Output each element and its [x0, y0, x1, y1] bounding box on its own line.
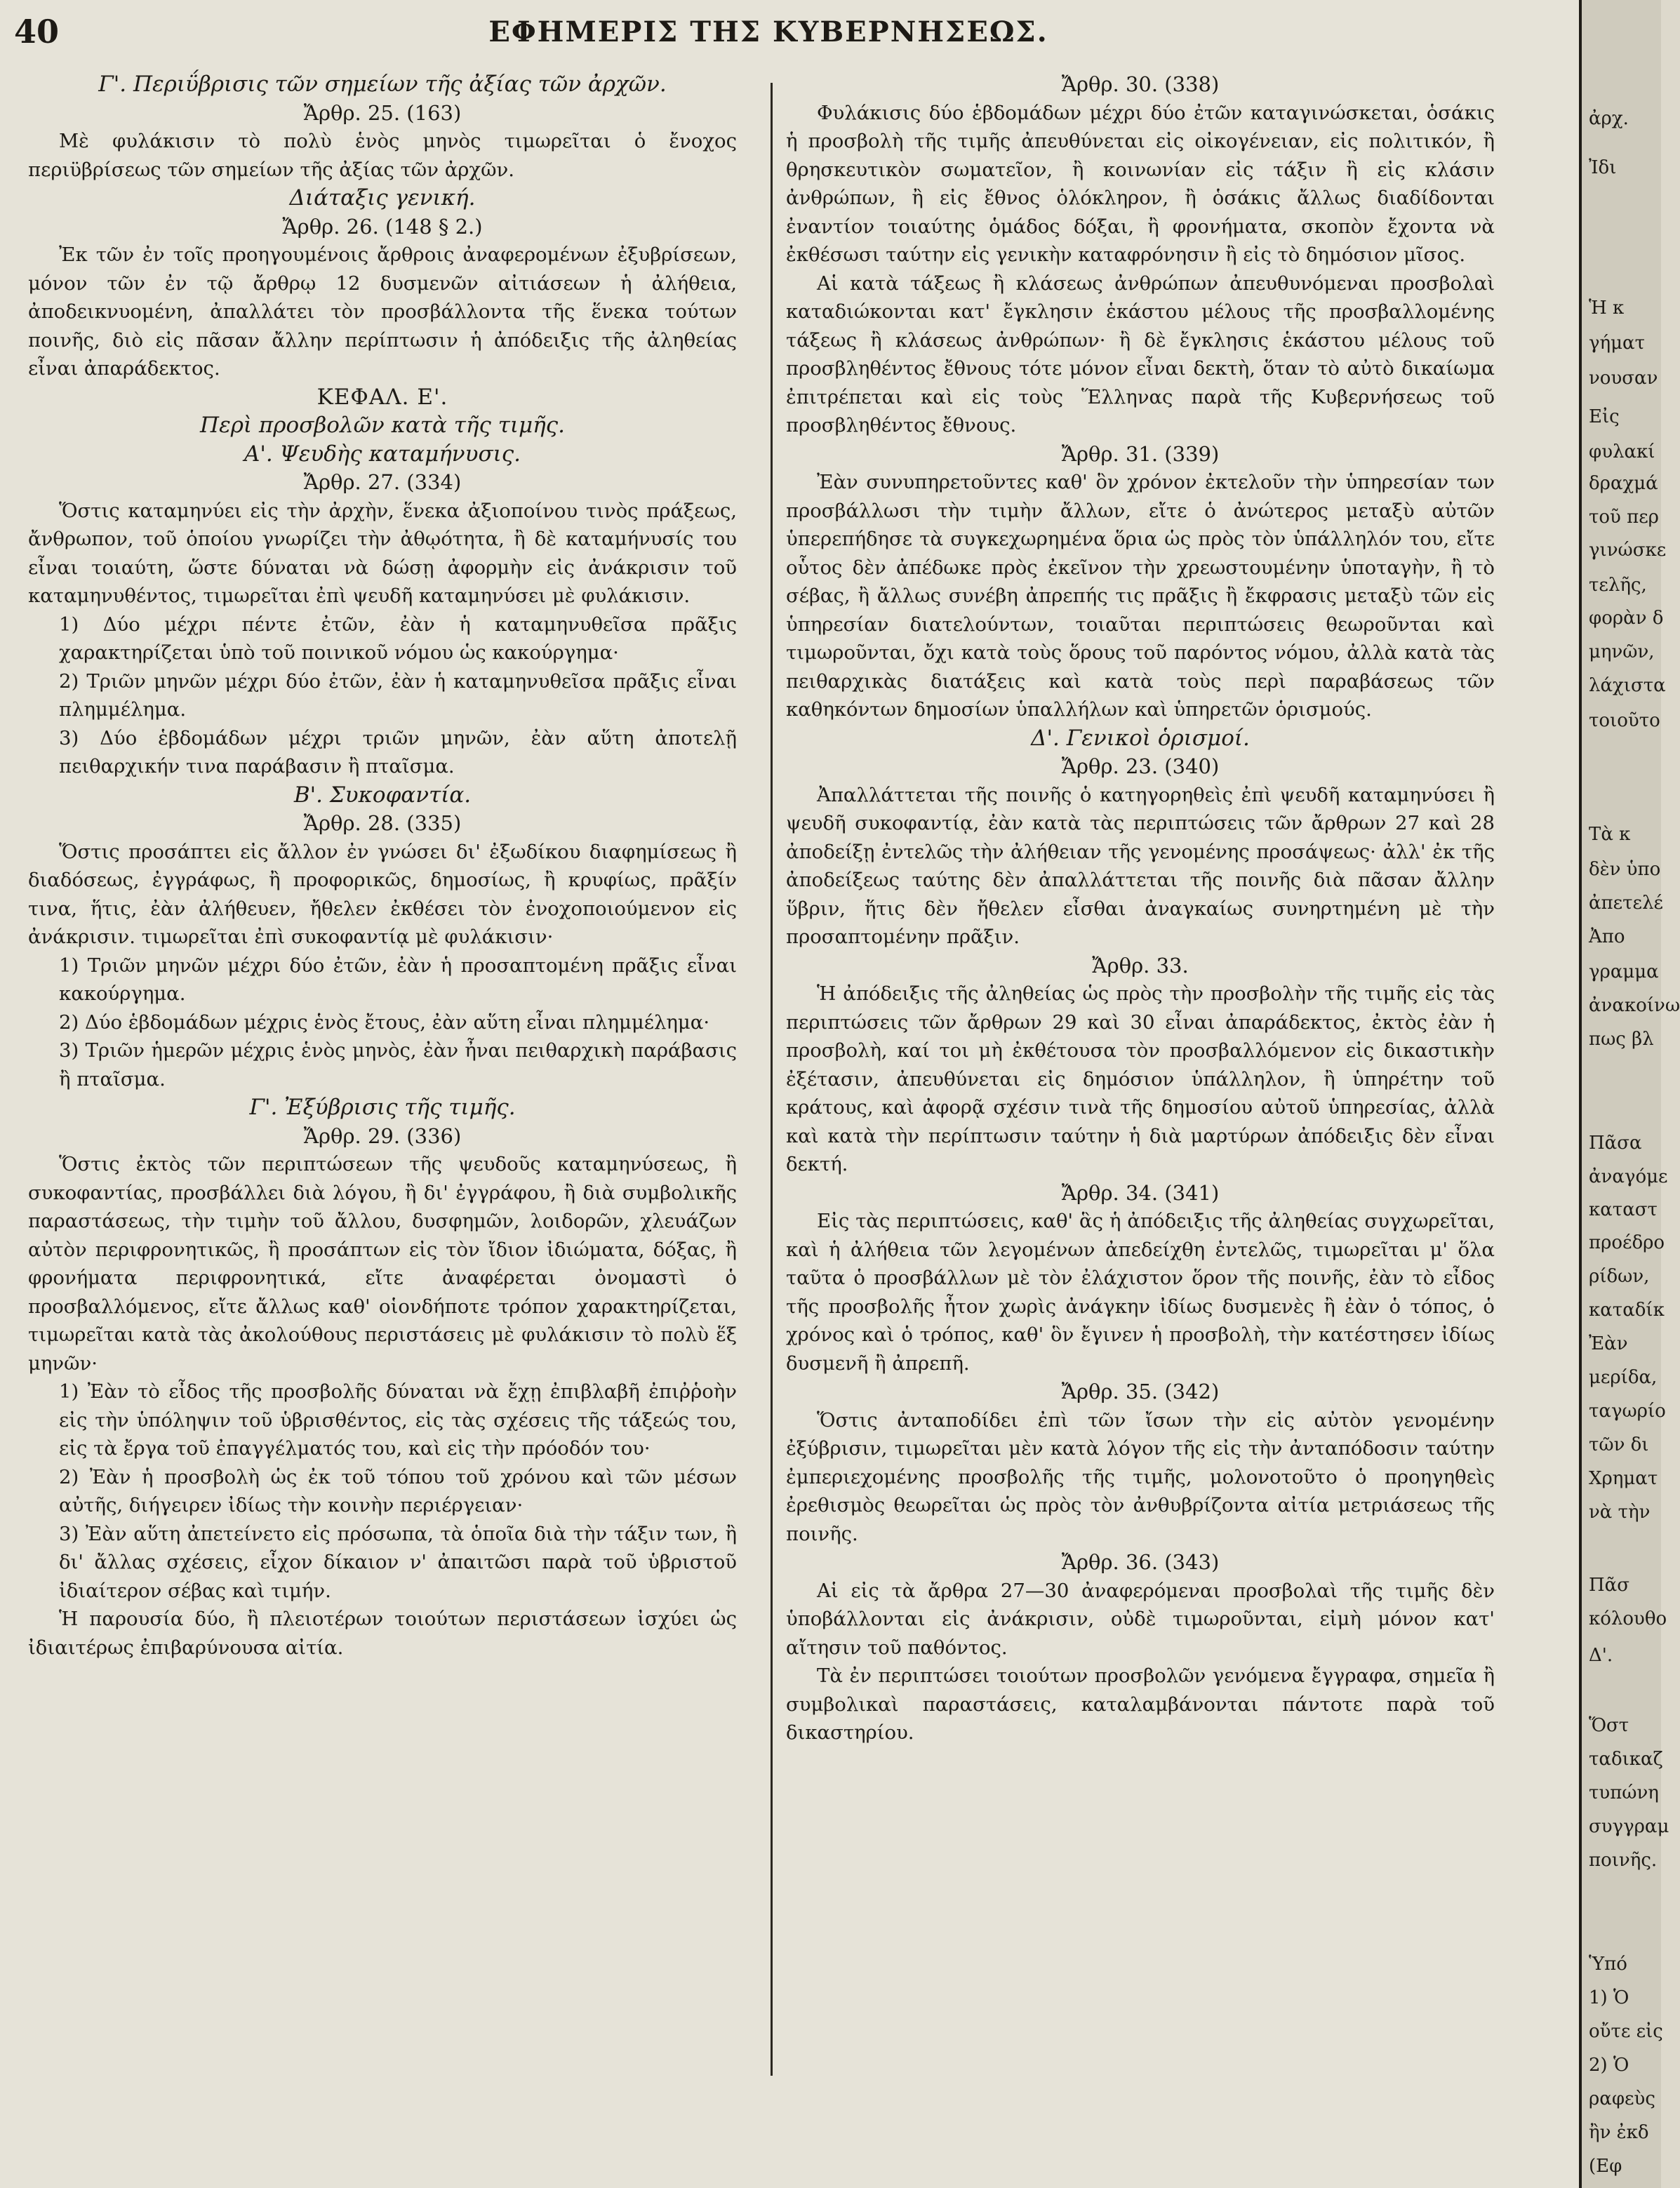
- sliver-fragment: Ἡ κ: [1589, 298, 1625, 319]
- sliver-fragment: Χρηματ: [1589, 1468, 1658, 1489]
- article-number: Ἄρθρ. 28. (335): [303, 811, 462, 835]
- sliver-fragment: 1) Ὁ: [1589, 1987, 1629, 2008]
- article-number: Ἄρθρ. 31. (339): [1061, 441, 1220, 466]
- paragraph: Ἡ παρουσία δύο, ἢ πλειοτέρων τοιούτων περιστάσεων ἰσχύει ὡς ἰδιαιτέρως ἐπιβαρύνουσα αἰτία.: [28, 1608, 737, 1659]
- paragraph: Εἰς τὰς περιπτώσεις, καθ' ἃς ἡ ἀπόδειξις τῆς ἀληθείας συγχωρεῖται, καὶ ἡ ἀλήθεια τῶν λεγομένων ἀπεδείχθη ἐντελῶς, τιμωρεῖται μ' ὅλα ταῦτα ὁ προσβάλλων μὲ τὸν ἐλάχιστον ὅρον τῆς ποινῆς, ἐὰν τὸ εἶδος τῆς προσβολῆς ἦτον χωρὶς ἀνάγκην ἰδίως δυσμενὲς ἢ ἐὰν ὁ τόπος, ὁ χρόνος καὶ ὁ τρόπος, καθ' ὃν ἔγινεν ἡ προσβολὴ, τὴν κατέστησεν ἰδίως δυσμενῆ ἢ ἀπρεπῆ.: [786, 1210, 1495, 1375]
- sliver-fragment: Εἰς: [1589, 406, 1620, 427]
- numbered-item: 2) Τριῶν μηνῶν μέχρι δύο ἐτῶν, ἐὰν ἡ καταμηνυθεῖσα πρᾶξις εἶναι πλημμέλημα.: [59, 669, 737, 721]
- sliver-fragment: φυλακί: [1589, 441, 1655, 462]
- paragraph: Τὰ ἐν περιπτώσει τοιούτων προσβολῶν γενόμενα ἔγγραφα, σημεῖα ἢ συμβολικαὶ παραστάσεις, καταλαμβάνονται πάντοτε παρὰ τοῦ δικαστηρίου.: [786, 1665, 1495, 1744]
- numbered-item: 1) Τριῶν μηνῶν μέχρι δύο ἐτῶν, ἐὰν ἡ προσαπτομένη πρᾶξις εἶναι κακούργημα.: [59, 954, 737, 1005]
- sliver-fragment: μερίδα,: [1589, 1367, 1658, 1388]
- article-number: Ἄρθρ. 33.: [1092, 953, 1189, 978]
- sliver-fragment: Ἰδι: [1589, 157, 1617, 178]
- chapter-heading: ΚΕΦΑΛ. Ε'.: [316, 384, 448, 410]
- section-heading: Γ'. Ἐξύβρισις τῆς τιμῆς.: [249, 1095, 516, 1120]
- paragraph: Ὅστις ἐκτὸς τῶν περιπτώσεων τῆς ψευδοῦς καταμηνύσεως, ἢ συκοφαντίας, προσβάλλει διὰ λόγου, ἢ δι' ἐγγράφου, ἢ διὰ συμβολικῆς παραστάσεως, τὴν τιμὴν τοῦ ἄλλου, δυσφημῶν, λοιδορῶν, χλευάζων αὐτὸν περιφρονητικῶς, ἢ προσάπτων εἰς τὸν ἴδιον ἰδιώματα, δόξας, ἢ φρονήματα περιφρονητικά, εἴτε ἀναφέρεται ὀνομαστὶ ὁ προσβαλλόμενος, εἴτε ἄλλως καθ' οἱονδήποτε τρόπον χαρακτηρίζεται, τιμωρεῖται κατὰ τὰς ἀκολούθους περιστάσεις μὲ φυλάκισιν τὸ πολὺ ἕξ μηνῶν·: [28, 1153, 737, 1375]
- numbered-item: 3) Δύο ἑβδομάδων μέχρι τριῶν μηνῶν, ἐὰν αὕτη ἀποτελῇ πειθαρχικήν τινα παράβασιν ἢ πταῖσμα.: [59, 726, 737, 778]
- sliver-fragment: νὰ τὴν: [1589, 1502, 1651, 1523]
- sliver-fragment: ρίδων,: [1589, 1266, 1650, 1287]
- sliver-fragment: νουσαν: [1589, 368, 1658, 389]
- sliver-fragment: καταδίκ: [1589, 1300, 1665, 1321]
- section-heading: Περὶ προσβολῶν κατὰ τῆς τιμῆς.: [200, 413, 565, 438]
- sliver-fragment: ἀναγόμε: [1589, 1166, 1668, 1187]
- numbered-item: 1) Δύο μέχρι πέντε ἐτῶν, ἐὰν ἡ καταμηνυθεῖσα πρᾶξις χαρακτηρίζεται ὑπὸ τοῦ ποινικοῦ νόμου ὡς κακούργημα·: [59, 613, 737, 664]
- sliver-fragment: (Εφ: [1589, 2156, 1622, 2177]
- sliver-fragment: τοῦ περ: [1589, 507, 1659, 528]
- article-number: Ἄρθρ. 27. (334): [303, 470, 462, 494]
- section-heading: Διάταξις γενική.: [289, 185, 476, 211]
- sliver-fragment: ραφεὺς: [1589, 2088, 1655, 2109]
- paragraph: Ὅστις καταμηνύει εἰς τὴν ἀρχὴν, ἕνεκα ἀξιοποίνου τινὸς πράξεως, ἄνθρωπον, τοῦ ὁποίου γνωρίζει τὴν ἀθῳότητα, ἢ δὲ καταμήνυσίς του εἶναι τοιαύτη, ὥστε δύναται νὰ δώσῃ ἀφορμὴν εἰς ἀνάκρισιν τοῦ καταμηνυθέντος, τιμωρεῖται ἐπὶ ψευδῆ καταμηνύσει μὲ φυλάκισιν.: [28, 499, 737, 607]
- sliver-fragment: οὔτε εἰς: [1589, 2021, 1663, 2042]
- sliver-fragment: καταστ: [1589, 1199, 1658, 1220]
- sliver-fragment: ταγωρίο: [1589, 1401, 1666, 1422]
- page-header: [14, 13, 1523, 58]
- sliver-fragment: Πᾶσ: [1589, 1575, 1629, 1596]
- sliver-fragment: τοιοῦτο: [1589, 710, 1660, 731]
- section-heading: Β'. Συκοφαντία.: [293, 782, 472, 808]
- article-number: Ἄρθρ. 30. (338): [1061, 72, 1220, 96]
- article-number: Ἄρθρ. 26. (148 § 2.): [282, 214, 483, 239]
- sliver-fragment: πως βλ: [1589, 1029, 1654, 1050]
- numbered-item: 1) Ἐὰν τὸ εἶδος τῆς προσβολῆς δύναται νὰ ἔχῃ ἐπιβλαβῆ ἐπιῤῥοὴν εἰς τὴν ὑπόληψιν τοῦ ὑβρισθέντος, εἰς τὰς σχέσεις τῆς τάξεώς του, εἰς τὰ ἔργα τοῦ ἐπαγγέλματός του, καὶ εἰς τὴν πρόοδόν του·: [59, 1380, 737, 1460]
- section-heading: Α'. Ψευδὴς καταμήνυσις.: [244, 441, 521, 467]
- sliver-fragment: φορὰν δ: [1589, 608, 1664, 629]
- article-number: Ἄρθρ. 35. (342): [1061, 1380, 1220, 1403]
- paragraph: Μὲ φυλάκισιν τὸ πολὺ ἑνὸς μηνὸς τιμωρεῖται ὁ ἔνοχος περιϋβρίσεως τῶν σημείων τῆς ἀξίας τῶν ἀρχῶν.: [28, 130, 737, 181]
- sliver-fragment: τῶν δι: [1589, 1434, 1649, 1455]
- paragraph: Αἱ κατὰ τάξεως ἢ κλάσεως ἀνθρώπων ἀπευθυνόμεναι προσβολαὶ καταδιώκονται κατ' ἔγκλησιν ἑκάστου μέλους τῆς προσβαλλομένης τάξεως ἢ κλάσεως ἀνθρώπων· ἢ δὲ ἔγκλησις ἑκάστου μέλους τοῦ προσβληθέντος ἔθνους τότε μόνον εἶναι δεκτὴ, ὅταν τὸ αὐτὸ δικαίωμα ἐπιτρέπεται καὶ εἰς τοὺς Ἕλληνας παρὰ τῆς Κυβερνήσεως τοῦ προσβληθέντος ἔθνους.: [786, 272, 1495, 436]
- right-column: [786, 70, 1495, 2105]
- next-page-edge: [1579, 0, 1680, 2188]
- sliver-fragment: μηνῶν,: [1589, 641, 1655, 662]
- sliver-fragment: 2) Ὁ: [1589, 2055, 1629, 2076]
- journal-title: ΕΦΗΜΕΡΙΣ ΤΗΣ ΚΥΒΕΡΝΗΣΕΩΣ.: [488, 15, 1048, 48]
- numbered-item: 2) Ἐὰν ἡ προσβολὴ ὡς ἐκ τοῦ τόπου τοῦ χρόνου καὶ τῶν μέσων αὐτῆς, διήγειρεν ἰδίως τὴν κοινὴν περιέργειαν·: [59, 1465, 737, 1516]
- numbered-item: 2) Δύο ἑβδομάδων μέχρις ἑνὸς ἔτους, ἐὰν αὕτη εἶναι πλημμέλημα·: [59, 1010, 710, 1034]
- section-heading: Γ'. Περιΰβρισις τῶν σημείων τῆς ἀξίας τῶν ἀρχῶν.: [98, 72, 667, 97]
- sliver-fragment: Δ'.: [1589, 1645, 1613, 1666]
- sliver-fragment: Τὰ κ: [1589, 824, 1631, 845]
- sliver-fragment: δὲν ὑπο: [1589, 859, 1661, 880]
- article-number: Ἄρθρ. 36. (343): [1061, 1550, 1220, 1574]
- sliver-fragment: τελῆς,: [1589, 575, 1647, 596]
- paragraph: Ὅστις ἀνταποδίδει ἐπὶ τῶν ἴσων τὴν εἰς αὐτὸν γενομένην ἐξύβρισιν, τιμωρεῖται μὲν κατὰ λόγον τῆς εἰς τὴν ἀνταπόδοσιν ταύτην ἐμπεριεχομένης προσβολῆς τῆς τιμῆς, μολονοτοῦτο ὁ προηγηθεὶς ἐρεθισμὸς θεωρεῖται ὡς πρὸς τὸν ἀνθυβρίζοντα αἰτία μετριάσεως τῆς ποινῆς.: [786, 1408, 1495, 1545]
- paragraph: Αἱ εἰς τὰ ἄρθρα 27—30 ἀναφερόμεναι προσβολαὶ τῆς τιμῆς δὲν ὑποβάλλονται εἰς ἀνάκρισιν, οὐδὲ τιμωροῦνται, εἰμὴ μόνον κατ' αἴτησιν τοῦ παθόντος.: [786, 1579, 1495, 1659]
- sliver-fragment: Ἐὰν: [1589, 1333, 1628, 1354]
- sliver-fragment: δραχμά: [1589, 473, 1658, 494]
- paragraph: Ἀπαλλάττεται τῆς ποινῆς ὁ κατηγορηθεὶς ἐπὶ ψευδῆ καταμηνύσει ἢ ψευδῆ συκοφαντίᾳ, ἐὰν κατὰ τὰς περιπτώσεις τῶν ἄρθρων 27 καὶ 28 ἀποδείξῃ ἐντελῶς τὴν ἀλήθειαν τῆς γενομένης προσάψεως· ἀλλ' ἐκ τῆς ἀποδείξεως ταύτης δὲν ἀπαλλάττεται τῆς ποινῆς διὰ πᾶσαν ἄλλην ὕβριν, ἥτις δὲν ἤθελεν εἶσθαι ἀναγκαίως συνηρτημένη μὲ τὴν προσαπτομένην πρᾶξιν.: [786, 783, 1495, 948]
- sliver-fragment: ποινῆς.: [1589, 1850, 1658, 1871]
- paragraph: Ἐκ τῶν ἐν τοῖς προηγουμένοις ἄρθροις ἀναφερομένων ἐξυβρίσεων, μόνον τῶν ἐν τῷ ἄρθρῳ 12 δυσμενῶν αἰτιάσεων ἡ ἀλήθεια, ἀποδεικνυομένη, ἀπαλλάτει τὸν προσβάλλοντα τῆς ἕνεκα τούτων ποινῆς, διὸ εἰς πᾶσαν ἄλλην περίπτωσιν ἡ ἀπόδειξις τῆς ἀληθείας εἶναι ἀπαράδεκτος.: [28, 244, 737, 380]
- sliver-fragment: γινώσκε: [1589, 540, 1667, 561]
- numbered-item: 3) Τριῶν ἡμερῶν μέχρις ἑνὸς μηνὸς, ἐὰν ἦναι πειθαρχικὴ παράβασις ἢ πταῖσμα.: [59, 1039, 737, 1090]
- sliver-fragment: γραμμα: [1589, 961, 1659, 982]
- sliver-fragment: ἀρχ.: [1589, 108, 1629, 129]
- sliver-fragment: συγγραμ: [1589, 1816, 1669, 1837]
- article-number: Ἄρθρ. 29. (336): [303, 1123, 462, 1148]
- sliver-fragment: Πᾶσα: [1589, 1133, 1642, 1154]
- paragraph: Ὅστις προσάπτει εἰς ἄλλον ἐν γνώσει δι' ἐξωδίκου διαφημίσεως ἢ διαδόσεως, ἐγγράφως, ἢ προφορικῶς, δημοσίως, ἢ κρυφίως, πρᾶξίν τινα, ἥτις, ἐὰν ἀλήθευεν, ἤθελεν ἐκθέσει τὸν ἐνοχοποιούμενον εἰς ἀνάκρισιν. τιμωρεῖται ἐπὶ συκοφαντίᾳ μὲ φυλάκισιν·: [28, 840, 737, 948]
- article-number: Ἄρθρ. 23. (340): [1061, 754, 1220, 778]
- sliver-fragment: ἀπετελέ: [1589, 893, 1663, 914]
- column-divider: [771, 83, 773, 2076]
- sliver-fragment: Ἀπο: [1589, 926, 1625, 947]
- article-number: Ἄρθρ. 34. (341): [1061, 1180, 1220, 1205]
- sliver-fragment: γήματ: [1589, 333, 1645, 354]
- paragraph: Ἡ ἀπόδειξις τῆς ἀληθείας ὡς πρὸς τὴν προσβολὴν τῆς τιμῆς εἰς τὰς περιπτώσεις τῶν ἄρθρων 29 καὶ 30 εἶναι ἀπαράδεκτος, ἐκτὸς ἐὰν ἡ προσβολὴ, καί τοι μὴ ἐκθέτουσα τὸν προσβαλλόμενον εἰς δικαστικὴν ἐξέτασιν, ἀπευθύνεται εἰς δημόσιον ὑπάλληλον, ἢ ὑπηρέτην τοῦ κράτους, καὶ ἀφορᾷ σχέσιν τινὰ τῆς δημοσίου αὐτοῦ ὑπηρεσίας, ἀλλὰ καὶ κατὰ τὴν περίπτωσιν ταύτην ἡ διὰ μαρτύρων ἀπόδειξις δὲν εἶναι δεκτή.: [786, 982, 1495, 1175]
- sliver-fragment: Ὅστ: [1589, 1715, 1629, 1736]
- sliver-fragment: λάχιστα: [1589, 675, 1666, 696]
- paragraph: Φυλάκισις δύο ἑβδομάδων μέχρι δύο ἐτῶν καταγινώσκεται, ὁσάκις ἡ προσβολὴ τῆς τιμῆς ἀπευθύνεται εἰς οἰκογένειαν, εἰς πολιτικόν, ἢ θρησκευτικὸν σωματεῖον, ἢ κοινωνίαν εἰς τάξιν ἢ εἰς κλάσιν ἀνθρώπων, ἢ εἰς ἔθνος ὁλόκληρον, ἢ ὁσάκις ἄλλως διαδίδονται ἐναντίον τοιαύτης ὁμάδος δόξαι, ἢ φρονήματα, σκοπὸν ἔχοντα νὰ ἐκθέσωσι ταύτην εἰς γενικὴν καταφρόνησιν ἢ εἰς τὸ δημόσιον μῖσος.: [786, 101, 1495, 266]
- section-heading: Δ'. Γενικοὶ ὁρισμοί.: [1031, 725, 1250, 751]
- page-number: 40: [14, 13, 60, 51]
- numbered-item: 3) Ἐὰν αὕτη ἀπετείνετο εἰς πρόσωπα, τὰ ὁποῖα διὰ τὴν τάξιν των, ἢ δι' ἄλλας σχέσεις, εἶχον δίκαιον ν' ἀπαιτῶσι παρὰ τοῦ ὑβριστοῦ ἰδιαίτερον σέβας καὶ τιμήν.: [59, 1522, 737, 1602]
- sliver-fragment: κόλουθο: [1589, 1608, 1667, 1629]
- sliver-fragment: ταδικαζ: [1589, 1749, 1663, 1770]
- article-number: Ἄρθρ. 25. (163): [303, 100, 462, 125]
- sliver-fragment: προέδρο: [1589, 1232, 1665, 1253]
- sliver-fragment: τυπώνη: [1589, 1782, 1659, 1803]
- sliver-fragment: ἀνακοίνω: [1589, 995, 1680, 1016]
- sliver-fragment: ἢν ἐκδ: [1589, 2122, 1649, 2143]
- left-column: [28, 70, 737, 2105]
- paragraph: Ἐὰν συνυπηρετοῦντες καθ' ὃν χρόνον ἐκτελοῦν τὴν ὑπηρεσίαν των προσβάλλωσι τὴν τιμὴν ἄλλων, εἴτε ὁ ἀνώτερος μεταξὺ αὐτῶν ὑπερεπήδησε τὰ συγκεχωρημένα ὅρια ὡς πρὸς τὸν ὑπάλληλόν του, εἴτε οὗτος δὲν ἀπέδωκε πρὸς ἐκεῖνον τὴν χρεωστουμένην ὑποταγὴν, ἢ τὸ σέβας, ἢ ἄλλως συνέβη ἀπρεπής τις πρᾶξις ἢ ἔκφρασις μεταξὺ τῶν εἰς ὑπηρεσίαν διατελούντων, τοιαῦται περιπτώσεις θεωροῦνται καὶ τιμωροῦνται, ὄχι κατὰ τοὺς ὅρους τοῦ παρόντος νόμου, ἀλλὰ κατὰ τὰς πειθαρχικὰς διατάξεις καὶ κατὰ τοὺς περὶ παραβάσεως τῶν καθηκόντων δημοσίων ὑπαλλήλων καὶ ὑπηρετῶν ὁρισμούς.: [786, 471, 1495, 721]
- sliver-fragment: Ὑπό: [1589, 1954, 1627, 1975]
